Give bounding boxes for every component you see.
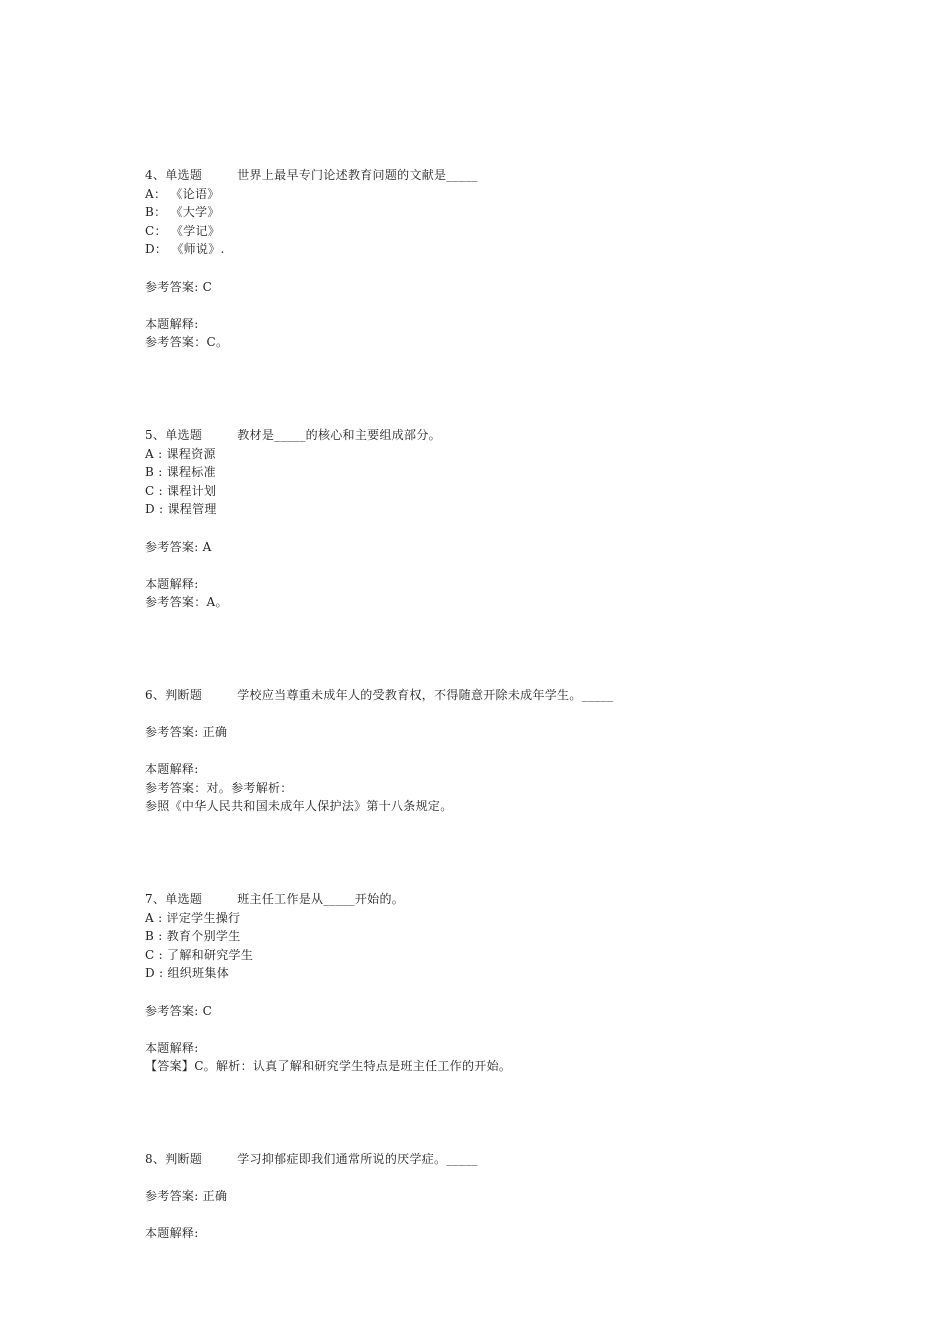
question-page bbox=[145, 166, 905, 1243]
option-a: A : 课程资源 bbox=[145, 446, 216, 461]
question-stem: 学习抑郁症即我们通常所说的厌学症。_____ bbox=[237, 1151, 478, 1166]
question-stem: 班主任工作是从_____开始的。 bbox=[237, 892, 405, 907]
option-c: C : 课程计划 bbox=[145, 483, 217, 498]
question-4 bbox=[145, 166, 905, 352]
explanation-text: 参考答案：A。 bbox=[145, 595, 228, 610]
question-header bbox=[145, 426, 905, 445]
question-type: 单选题 bbox=[165, 427, 203, 442]
option-b: B : 教育个别学生 bbox=[145, 929, 241, 944]
explanation-label: 本题解释: bbox=[145, 576, 199, 591]
question-stem: 教材是_____的核心和主要组成部分。 bbox=[237, 427, 441, 442]
explanation-label: 本题解释: bbox=[145, 316, 199, 331]
question-type: 判断题 bbox=[165, 1151, 203, 1166]
reference-answer: 参考答案: 正确 bbox=[145, 725, 228, 740]
question-header bbox=[145, 1150, 905, 1169]
option-c: C： 《学记》 bbox=[145, 223, 221, 238]
option-b: B： 《大学》 bbox=[145, 205, 220, 220]
explanation-text: 参考答案：对。参考解析： bbox=[145, 780, 293, 795]
option-a: A： 《论语》 bbox=[145, 186, 220, 201]
option-c: C : 了解和研究学生 bbox=[145, 947, 254, 962]
reference-answer: 参考答案: C bbox=[145, 1003, 213, 1018]
question-type: 单选题 bbox=[165, 892, 203, 907]
option-d: D : 组织班集体 bbox=[145, 966, 229, 981]
reference-answer: 参考答案: 正确 bbox=[145, 1189, 228, 1204]
question-number: 4、 bbox=[145, 168, 166, 182]
option-d: D : 课程管理 bbox=[145, 502, 217, 517]
question-number: 5、 bbox=[145, 427, 166, 442]
question-header bbox=[145, 686, 905, 705]
question-stem: 世界上最早专门论述教育问题的文献是_____ bbox=[237, 168, 478, 182]
question-header bbox=[145, 166, 905, 185]
question-type: 单选题 bbox=[165, 168, 203, 182]
question-5 bbox=[145, 426, 905, 612]
option-d: D： 《师说》. bbox=[145, 242, 225, 257]
explanation-label: 本题解释: bbox=[145, 1040, 199, 1055]
reference-answer: 参考答案: C bbox=[145, 279, 213, 294]
question-number: 6、 bbox=[145, 687, 166, 702]
question-6 bbox=[145, 686, 905, 816]
explanation-text: 参考答案：C。 bbox=[145, 335, 229, 350]
question-7 bbox=[145, 890, 905, 1076]
question-type: 判断题 bbox=[165, 687, 203, 702]
explanation-label: 本题解释: bbox=[145, 1226, 199, 1241]
option-a: A : 评定学生操行 bbox=[145, 910, 241, 925]
question-number: 8、 bbox=[145, 1151, 166, 1166]
question-stem: 学校应当尊重未成年人的受教育权，不得随意开除未成年学生。_____ bbox=[237, 687, 614, 702]
question-8 bbox=[145, 1150, 905, 1243]
explanation-label: 本题解释: bbox=[145, 762, 199, 777]
reference-answer: 参考答案: A bbox=[145, 539, 212, 554]
explanation-text: 【答案】C。解析：认真了解和研究学生特点是班主任工作的开始。 bbox=[145, 1059, 512, 1074]
explanation-text: 参照《中华人民共和国未成年人保护法》第十八条规定。 bbox=[145, 799, 453, 814]
question-header bbox=[145, 890, 905, 909]
question-number: 7、 bbox=[145, 892, 166, 907]
option-b: B : 课程标准 bbox=[145, 465, 216, 480]
